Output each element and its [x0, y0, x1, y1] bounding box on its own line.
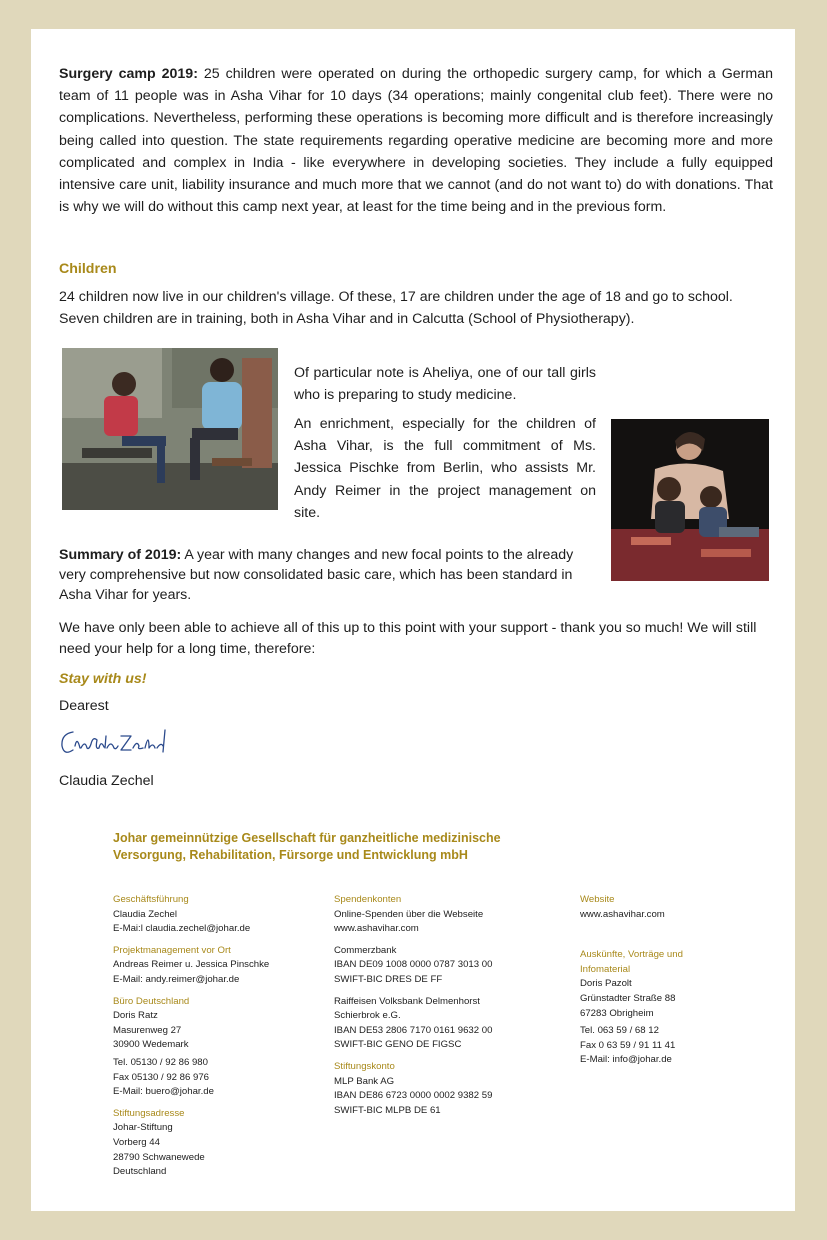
management-email: E-Mai:l claudia.zechel@johar.de [113, 923, 251, 935]
aheliya-paragraph: Of particular note is Aheliya, one of our tall girls who is preparing to study medicine. [294, 365, 596, 404]
closing-greeting: Dearest [59, 698, 109, 714]
bank1-iban: IBAN DE09 1008 0000 0787 3013 00 [334, 959, 493, 971]
surgery-paragraph [59, 63, 773, 218]
bank3-iban: IBAN DE86 6723 0000 0002 9382 59 [334, 1090, 493, 1102]
donation-accounts-label: Spendenkonten [334, 894, 402, 905]
bank3-bic: SWIFT-BIC MLPB DE 61 [334, 1104, 441, 1116]
office-phone: Tel. 05130 / 92 86 980 [113, 1056, 208, 1068]
project-management-names: Andreas Reimer u. Jessica Pinschke [113, 959, 270, 971]
footer-column-banking [334, 893, 554, 1118]
foundation-address-label: Stiftungsadresse [113, 1107, 185, 1119]
office-email: E-Mail: buero@johar.de [113, 1086, 214, 1098]
bank1-bic: SWIFT-BIC DRES DE FF [334, 973, 443, 985]
project-management-email: E-Mail: andy.reimer@johar.de [113, 973, 240, 985]
online-donations-text: Online-Spenden über die Webseite [334, 908, 484, 920]
office-fax: Fax 05130 / 92 86 976 [113, 1071, 210, 1083]
children-heading: Children [59, 261, 117, 277]
handwritten-signature [59, 726, 169, 760]
bank2-iban: IBAN DE53 2806 7170 0161 9632 00 [334, 1024, 493, 1036]
donation-website-link: www.ashavihar.com [334, 923, 419, 935]
info-contact-name: Doris Pazolt [580, 978, 632, 990]
stay-with-us: Stay with us! [59, 671, 147, 687]
bank2-name: Raiffeisen Volksbank Delmenhorst [334, 995, 480, 1007]
enrichment-text: An enrichment, especially for the children of Asha Vihar, is the full commitment of Ms. Jessica Pischke from Berlin, who assists Mr. Andy Reimer in the project management on site. [294, 416, 596, 521]
info-street: Grünstadter Straße 88 [580, 992, 676, 1004]
bank2-bic: SWIFT-BIC GENO DE FIGSC [334, 1039, 462, 1051]
enrichment-paragraph [294, 413, 596, 524]
office-city: 30900 Wedemark [113, 1039, 189, 1051]
thanks-paragraph: We have only been able to achieve all of this up to this point with your support - thank you so much! We will still need your help for a long time, therefore: [59, 620, 757, 657]
management-label: Geschäftsführung [113, 894, 189, 905]
children-therapy-photo [62, 348, 278, 510]
management-name: Claudia Zechel [113, 908, 177, 920]
project-management-label: Projektmanagement vor Ort [113, 944, 231, 956]
office-street: Masurenweg 27 [113, 1024, 182, 1036]
surgery-text: 25 children were operated on during the orthopedic surgery camp, for which a German team of 11 people was in Asha Vihar for 10 days (34 operations; mainly congenital club feet). There were no complications. Nevertheless, performing these operations is becoming more difficult and is therefore increasingly being called into question. The state requirements regarding operative medicine are becoming more and more complicated and complex in India - like everywhere in developing societies. They include a fully equipped intensive care unit, liability insurance and much more that we cannot (and do not want to) do with donations. That is why we will do without this camp next year, at least for the time being and in the previous form. [59, 66, 773, 216]
office-name: Doris Ratz [113, 1010, 158, 1022]
foundation-city: 28790 Schwanewede [113, 1151, 205, 1163]
website-label: Website [580, 894, 615, 905]
info-phone: Tel. 063 59 / 68 12 [580, 1025, 659, 1037]
info-city: 67283 Obrigheim [580, 1007, 654, 1019]
footer-column-info [580, 893, 760, 1068]
volunteer-with-children-photo [611, 419, 769, 581]
letter-page [31, 29, 795, 1211]
summary-label: Summary of 2019: [59, 547, 182, 563]
info-fax: Fax 0 63 59 / 91 11 41 [580, 1039, 676, 1051]
footer-column-contacts [113, 893, 313, 1180]
info-label-line2: Infomaterial [580, 963, 631, 975]
surgery-label: Surgery camp 2019: [59, 66, 198, 82]
info-email: E-Mail: info@johar.de [580, 1054, 672, 1066]
website-link: www.ashavihar.com [580, 908, 665, 920]
signer-name: Claudia Zechel [59, 773, 154, 789]
foundation-street: Vorberg 44 [113, 1136, 160, 1148]
bank3-name: MLP Bank AG [334, 1075, 395, 1087]
bank2-name-suffix: Schierbrok e.G. [334, 1010, 401, 1022]
foundation-country: Deutschland [113, 1166, 167, 1178]
summary-paragraph [59, 545, 579, 605]
bank1-name: Commerzbank [334, 944, 397, 956]
summary-text: A year with many changes and new focal points to the already very comprehensive but now consolidated basic care, which has been standard in Asha Vihar for years. [59, 547, 574, 603]
foundation-account-label: Stiftungskonto [334, 1060, 395, 1072]
office-label: Büro Deutschland [113, 995, 190, 1007]
foundation-name: Johar-Stiftung [113, 1122, 173, 1134]
info-label-line1: Auskünfte, Vorträge und [580, 949, 683, 961]
children-paragraph: 24 children now live in our children's village. Of these, 17 are children under the age of 18 and go to school. Seven children are in training, both in Asha Vihar and in Calcutta (School of Physiotherapy). [59, 289, 733, 328]
footer-org-title: Johar gemeinnützige Gesellschaft für ganzheitliche medizinische Versorgung, Rehabilitation, Fürsorge und Entwicklung mbH [113, 831, 501, 862]
